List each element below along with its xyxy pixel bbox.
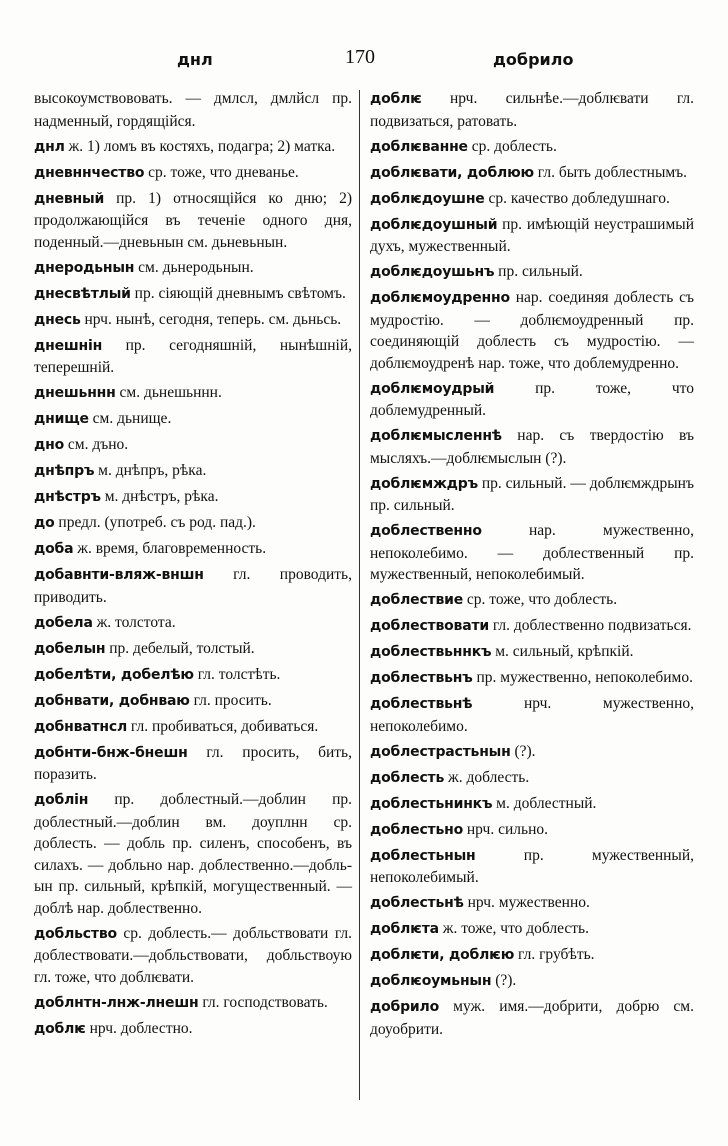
dictionary-entry [370, 615, 694, 638]
column-divider [359, 90, 360, 1100]
dictionary-entry [370, 162, 694, 185]
dictionary-entry [370, 425, 694, 469]
definition: ж. толстота. [92, 613, 176, 631]
dictionary-entry [370, 473, 694, 517]
definition: ж. время, благовременность. [73, 540, 267, 557]
headword: доблествьннкъ [370, 644, 492, 660]
headword: доблествовати [370, 618, 489, 634]
headword: дневный [34, 190, 105, 207]
headword: доба [34, 541, 74, 557]
headword: добнти-бнж-бнешн [34, 744, 188, 761]
headword: доблестьно [370, 821, 464, 838]
definition: м. днѣпръ, рѣка. [94, 462, 207, 479]
page-header [0, 42, 728, 72]
definition: нар. съ твердостію въ мысляхъ.—доблѥмыслын (?). [370, 427, 694, 467]
dictionary-entry [34, 188, 352, 254]
definition: пр. имѣющій неустрашимый духъ, мужественный. [370, 215, 694, 255]
dictionary-entry [34, 335, 352, 379]
dictionary-entry [370, 767, 694, 790]
dictionary-entry [370, 970, 694, 993]
right-column [370, 88, 694, 1044]
dictionary-entry [34, 638, 352, 661]
headword: днеродьнын [34, 259, 135, 276]
dictionary-entry [370, 918, 694, 941]
headword: днешьннн [34, 385, 116, 401]
definition: гл. проводить, приводить. [34, 566, 352, 606]
headword: доблестьнинкъ [370, 795, 493, 812]
dictionary-entry [34, 460, 352, 483]
dictionary-entry [34, 283, 352, 306]
dictionary-entry [370, 214, 694, 258]
definition: м. доблестный. [492, 794, 597, 812]
headword: добелын [34, 640, 106, 657]
dictionary-entry [34, 309, 352, 332]
definition: м. сильный, крѣпкій. [491, 643, 634, 660]
definition: пр. мужественный, непоколебимый. [370, 846, 694, 886]
definition: ж. 1) ломъ въ костяхъ, подагра; 2) матка. [64, 137, 336, 155]
definition: нрч. мужественно. [463, 894, 590, 911]
headword: добрило [370, 999, 440, 1015]
headword: доблѥта [370, 921, 439, 937]
definition: гл. пробиваться, добиваться. [127, 717, 319, 735]
dictionary-entry [34, 992, 352, 1015]
headword: добнватнсл [34, 718, 128, 735]
headword: доблестьнѣ [370, 895, 464, 911]
definition: пр. тоже, что доблемудренный. [370, 379, 694, 419]
definition: муж. имя.—добрити, добрю см. доуобрити. [370, 998, 694, 1038]
headword: доблествьнѣ [370, 696, 473, 712]
dictionary-entry [370, 261, 694, 284]
definition: пр. мужественно, непоколебимо. [472, 669, 693, 686]
headword: добльство [34, 925, 117, 942]
headword: добнвати, добнваю [34, 692, 190, 709]
dictionary-entry [370, 667, 694, 690]
dictionary-entry [34, 512, 352, 535]
definition: пр. сегодняшній, нынѣшній, теперешній. [34, 336, 352, 376]
dictionary-entry [370, 136, 694, 159]
headword: днл [34, 138, 65, 155]
headword: доблѥмоудрый [370, 380, 495, 397]
definition: ср. тоже, что дневанье. [144, 163, 299, 181]
definition: нрч. мужественно, непоколебимо. [370, 695, 694, 735]
definition: ср. качество добледушнаго. [484, 189, 670, 207]
dictionary-entry [34, 789, 352, 919]
headword: доблѥмысленнѣ [370, 428, 502, 444]
dictionary-entry [34, 382, 352, 405]
dictionary-entry [34, 690, 352, 713]
definition: (?). [510, 742, 536, 760]
headword: добавнти-вляж-вншн [34, 567, 204, 583]
definition: пр. дебелый, толстый. [105, 639, 255, 657]
definition: ж. доблесть. [444, 768, 530, 786]
definition: см. дьнеродьнын. [134, 258, 254, 276]
definition: нрч. нынѣ, сегодня, теперь. см. дьньсь. [80, 310, 342, 328]
definition: см. дьнище. [88, 410, 172, 427]
definition: гл. просить. [189, 691, 272, 709]
dictionary-entry [370, 845, 694, 889]
definition: нрч. сильно. [463, 820, 548, 838]
dictionary-entry [370, 892, 694, 915]
headword: доблѥти, доблѥю [370, 947, 515, 963]
headword: доблественно [370, 523, 482, 539]
headword: доблестрастьнын [370, 743, 511, 760]
page-number: 170 [345, 46, 375, 68]
definition: пр. доблестный.—доблин пр. доблестный.—доблин вм. доуплнн ср. доблесть. — добль пр. силенъ, способенъ, въ силахъ. — добльно нар. доблественно.—добль-ын пр. сильный, крѣпкій, могущественный. — доблѣ нар. доблественно. [34, 791, 352, 917]
dictionary-entry [370, 741, 694, 764]
running-head-right: добрило [493, 50, 574, 69]
headword: доблестьнын [370, 847, 476, 864]
dictionary-entry [34, 136, 352, 159]
headword: доблѥвати, доблюю [370, 164, 534, 181]
definition: ср. тоже, что доблесть. [463, 591, 618, 608]
headword: доблѥоумьнын [370, 973, 492, 989]
dictionary-entry [34, 538, 352, 561]
left-column [34, 88, 352, 1044]
dictionary-entry [370, 641, 694, 664]
dictionary-entry [370, 589, 694, 612]
dictionary-entry [370, 819, 694, 842]
dictionary-entry [34, 716, 352, 739]
headword: доблѥ [370, 91, 422, 107]
definition: пр. 1) относящійся ко дню; 2) продолжающійся въ теченіе одного дня, поденный.—дневьнын см. дьневьнын. [34, 189, 352, 251]
headword: днище [34, 411, 89, 427]
definition: м. днѣстръ, рѣка. [100, 488, 219, 505]
dictionary-entry [370, 188, 694, 211]
dictionary-entry [34, 564, 352, 608]
definition: см. дъно. [64, 436, 129, 453]
headword: доблѥмоудренно [370, 290, 510, 306]
headword: доблѥванне [370, 138, 468, 155]
definition: пр. сіяющій дневнымъ свѣтомъ. [130, 284, 346, 302]
definition: ср. доблесть. [467, 137, 557, 155]
dictionary-entry [34, 257, 352, 280]
definition: гл. господствовать. [198, 993, 328, 1011]
definition: гл. толстѣть. [193, 665, 281, 683]
dictionary-entry [370, 996, 694, 1040]
headword: днешнін [34, 337, 103, 354]
headword: доблѥдоушный [370, 216, 498, 233]
definition: гл. доблественно подвизаться. [488, 617, 692, 634]
headword: днесвѣтлый [34, 285, 131, 302]
headword: днесь [34, 311, 81, 328]
dictionary-entry [370, 287, 694, 374]
definition: предл. (употреб. съ род. пад.). [54, 514, 256, 531]
dictionary-entry [34, 486, 352, 509]
definition: нрч. доблестно. [85, 1019, 193, 1037]
definition: нар. соединяя доблесть съ мудростію. — доблѥмоудренный пр. соединяющій доблесть съ мудростію. — доблѥмоудренѣ нар. тоже, что доблемудренно. [370, 289, 694, 372]
headword: добела [34, 614, 93, 631]
dictionary-entry [34, 162, 352, 185]
headword: доблесть [370, 769, 445, 786]
dictionary-entry [370, 520, 694, 586]
dictionary-entry [34, 664, 352, 687]
headword: доблествьнъ [370, 670, 473, 686]
definition: высокоумствововать. — дмлсл, дмлйсл пр. надменный, гордящійся. [34, 90, 352, 130]
headword: дневннчество [34, 164, 145, 181]
definition: (?). [491, 972, 517, 989]
dictionary-entry [34, 408, 352, 431]
dictionary-entry [370, 378, 694, 422]
dictionary-entry [34, 1018, 352, 1041]
headword: доблін [34, 792, 89, 808]
definition: нар. мужественно, непоколебимо. — доблественный пр. мужественный, непоколебимый. [370, 522, 694, 583]
dictionary-entry [34, 88, 352, 132]
dictionary-entry [34, 923, 352, 989]
dictionary-entry [370, 793, 694, 816]
definition: ж. тоже, что доблесть. [438, 920, 590, 937]
headword: днѣстръ [34, 489, 101, 505]
definition: гл. грубѣть. [514, 946, 595, 963]
dictionary-entry [370, 944, 694, 967]
dictionary-entry [34, 742, 352, 786]
definition: пр. сильный. [494, 263, 583, 280]
dictionary-entry [34, 434, 352, 457]
headword: доблѥдоушне [370, 190, 485, 207]
definition: гл. быть доблестнымъ. [533, 163, 688, 181]
headword: доблѥдоушьнъ [370, 264, 495, 280]
headword: доблѥмждръ [370, 475, 478, 492]
headword: доблествие [370, 592, 464, 608]
definition: пр. сильный. — доблѥмждрынъ пр. сильный. [370, 474, 694, 514]
dictionary-entry [34, 612, 352, 635]
definition: ср. доблесть.— добльствовати гл. доблествовати.—добльствовати, добльствоую гл. тоже, что доблѥвати. [34, 924, 352, 986]
definition: см. дьнешьннн. [115, 384, 222, 401]
dictionary-entry [370, 693, 694, 737]
definition: гл. просить, бить, поразить. [34, 743, 352, 783]
headword: до [34, 515, 55, 531]
headword: днѣпръ [34, 463, 95, 479]
headword: дно [34, 437, 64, 453]
dictionary-entry [370, 88, 694, 132]
headword: доблнтн-лнж-лнешн [34, 994, 199, 1011]
headword: доблѥ [34, 1020, 86, 1037]
headword: добелѣти, добелѣю [34, 666, 194, 683]
running-head-left: днл [177, 50, 213, 69]
definition: нрч. сильнѣе.—доблѥвати гл. подвизаться, ратовать. [370, 90, 694, 130]
